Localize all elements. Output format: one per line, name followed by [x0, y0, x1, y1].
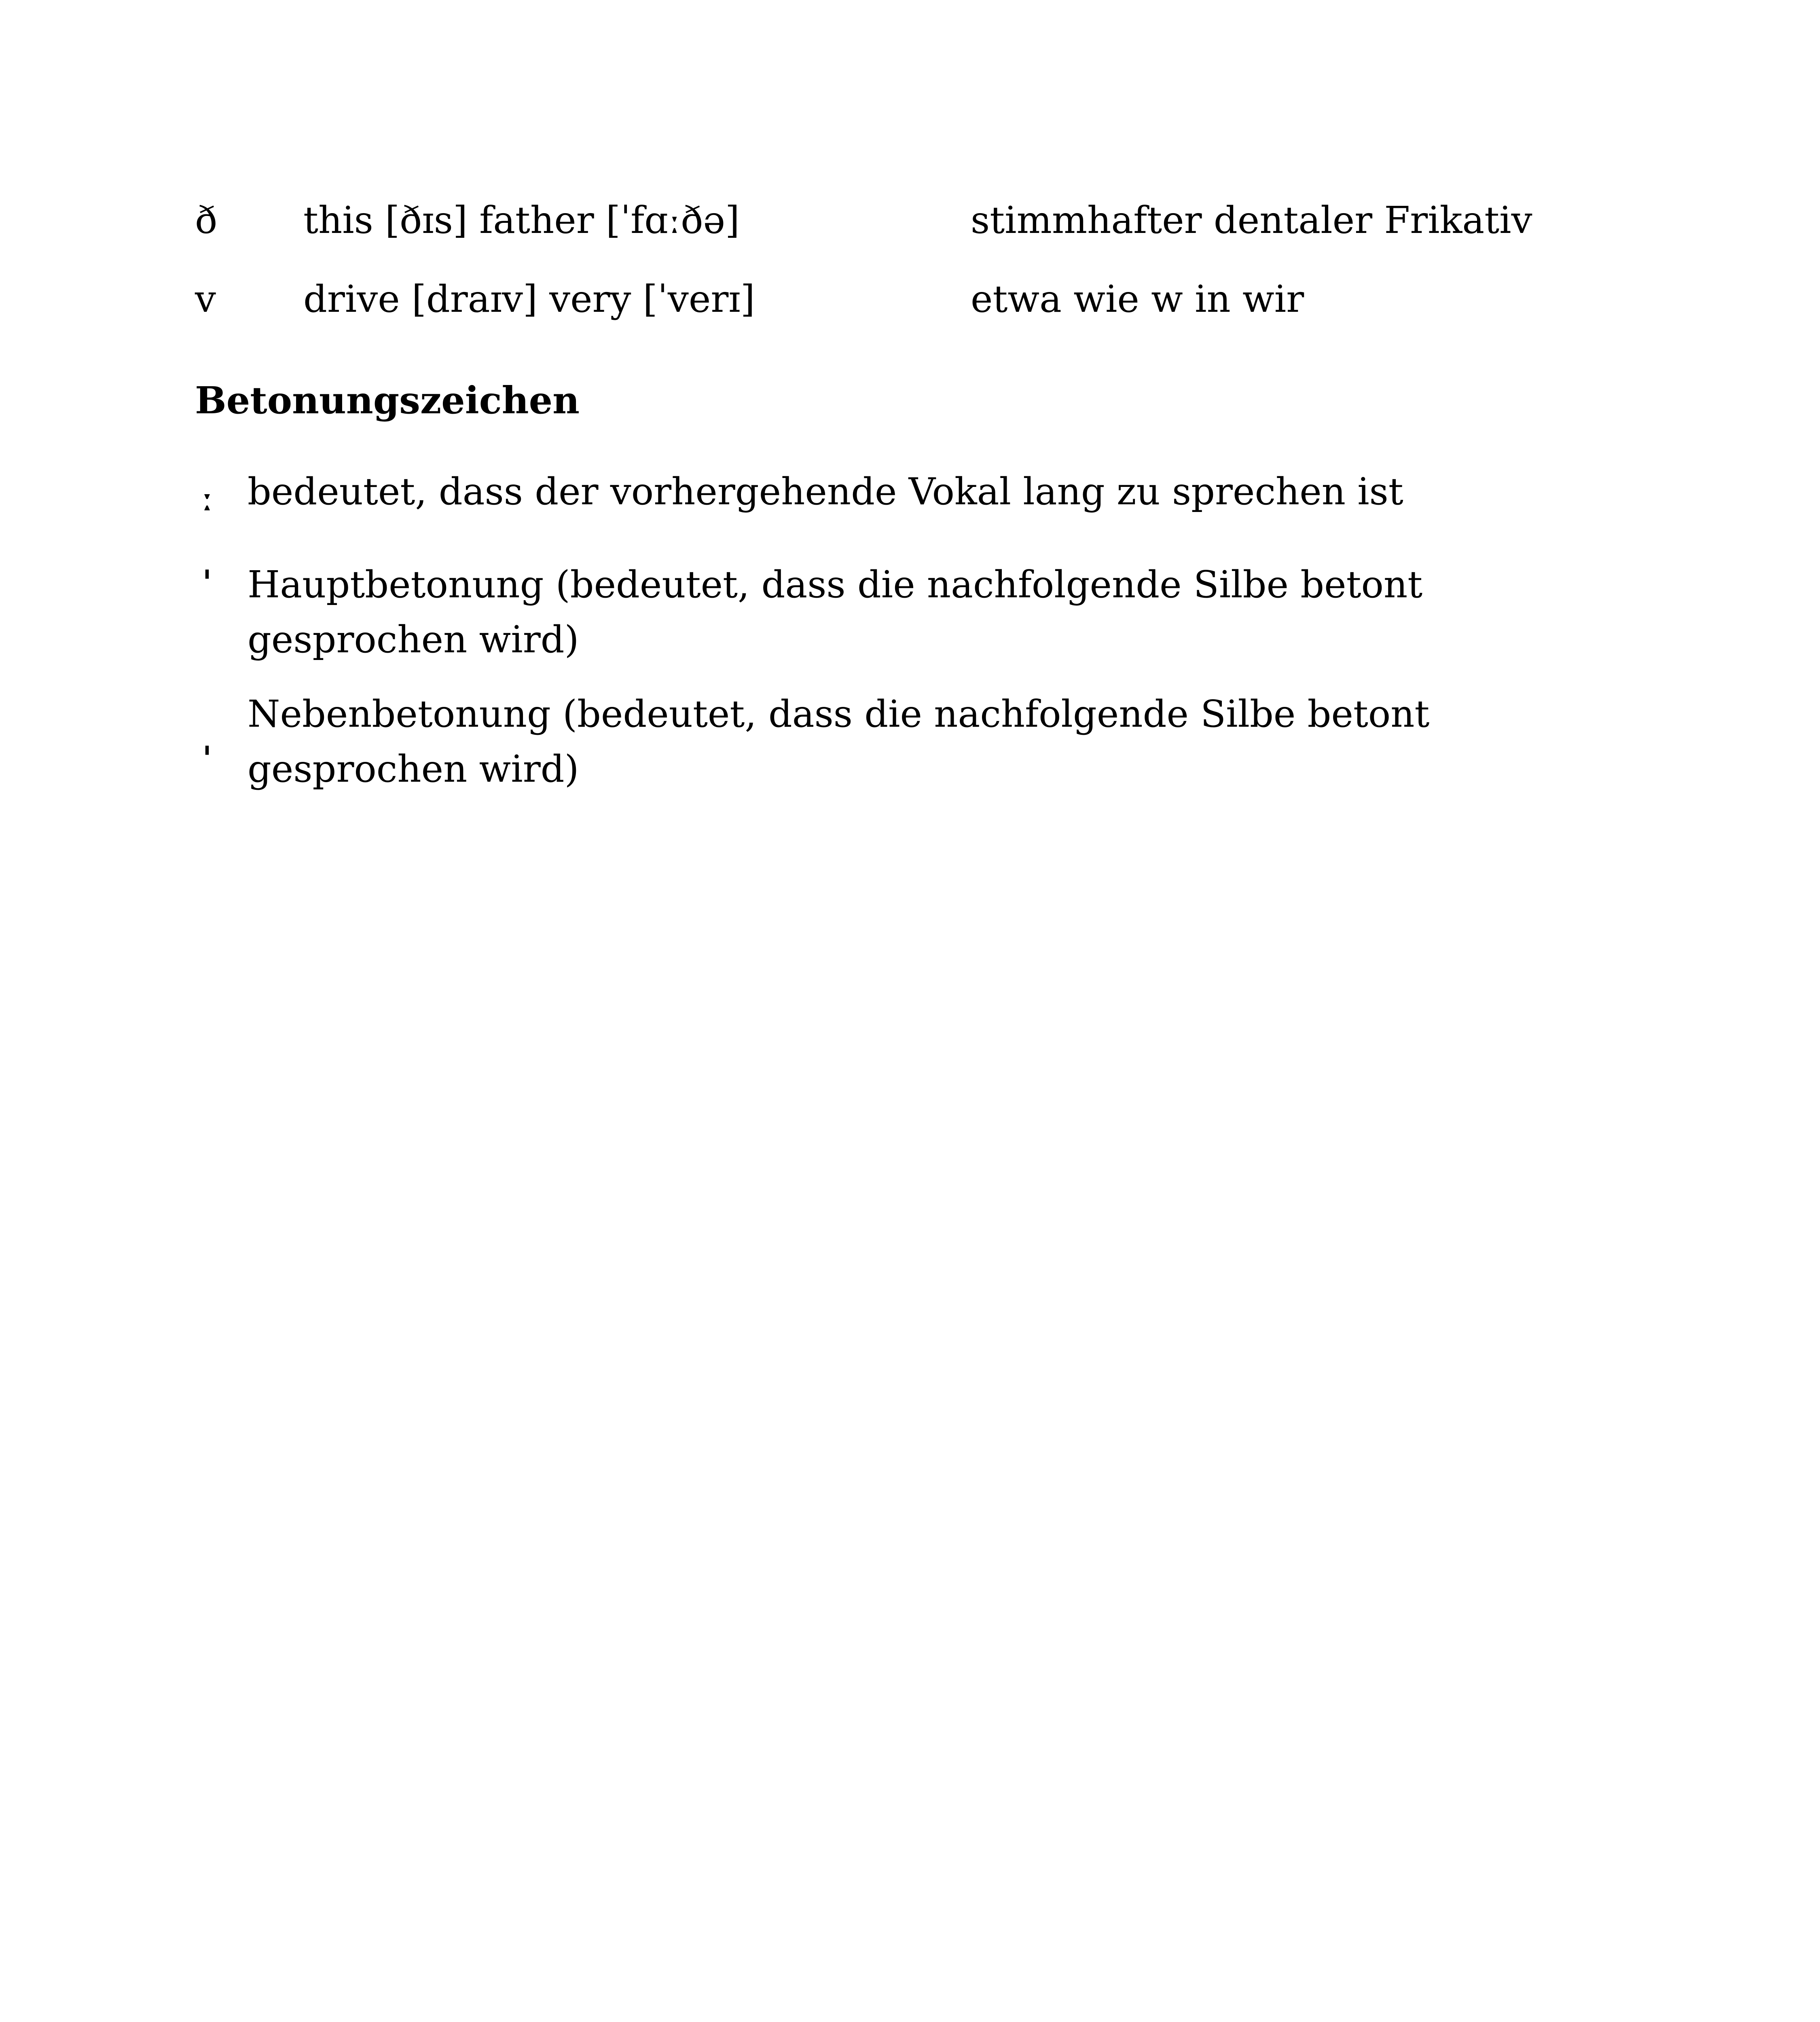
primary-stress-symbol: ˈ: [202, 563, 212, 607]
phonetic-row: [0, 269, 1820, 330]
stress-mark-description: Nebenbetonung (bedeutet, dass die nachfolgende Silbe betont gesprochen wird): [248, 692, 1430, 791]
phonetic-examples: this [ðɪs] father [ˈfɑːðə]: [303, 199, 740, 242]
length-mark-symbol: ː: [200, 476, 214, 519]
stress-mark-description: Hauptbetonung (bedeutet, dass die nachfolgende Silbe betont gesprochen wird): [248, 563, 1423, 661]
phonetic-examples: drive [draɪv] very [ˈverɪ]: [303, 277, 755, 321]
phonetic-symbol: ð: [195, 199, 218, 242]
secondary-stress-symbol: ˌ: [202, 717, 212, 760]
phonetic-symbol: v: [195, 277, 216, 321]
stress-mark-description: bedeutet, dass der vorhergehende Vokal lang zu sprechen ist: [248, 470, 1403, 513]
phonetic-description: stimmhafter dentaler Frikativ: [971, 199, 1532, 242]
phonetic-row: [0, 190, 1820, 251]
section-heading: Betonungszeichen: [195, 379, 580, 422]
phonetic-description: etwa wie w in wir: [971, 277, 1304, 321]
